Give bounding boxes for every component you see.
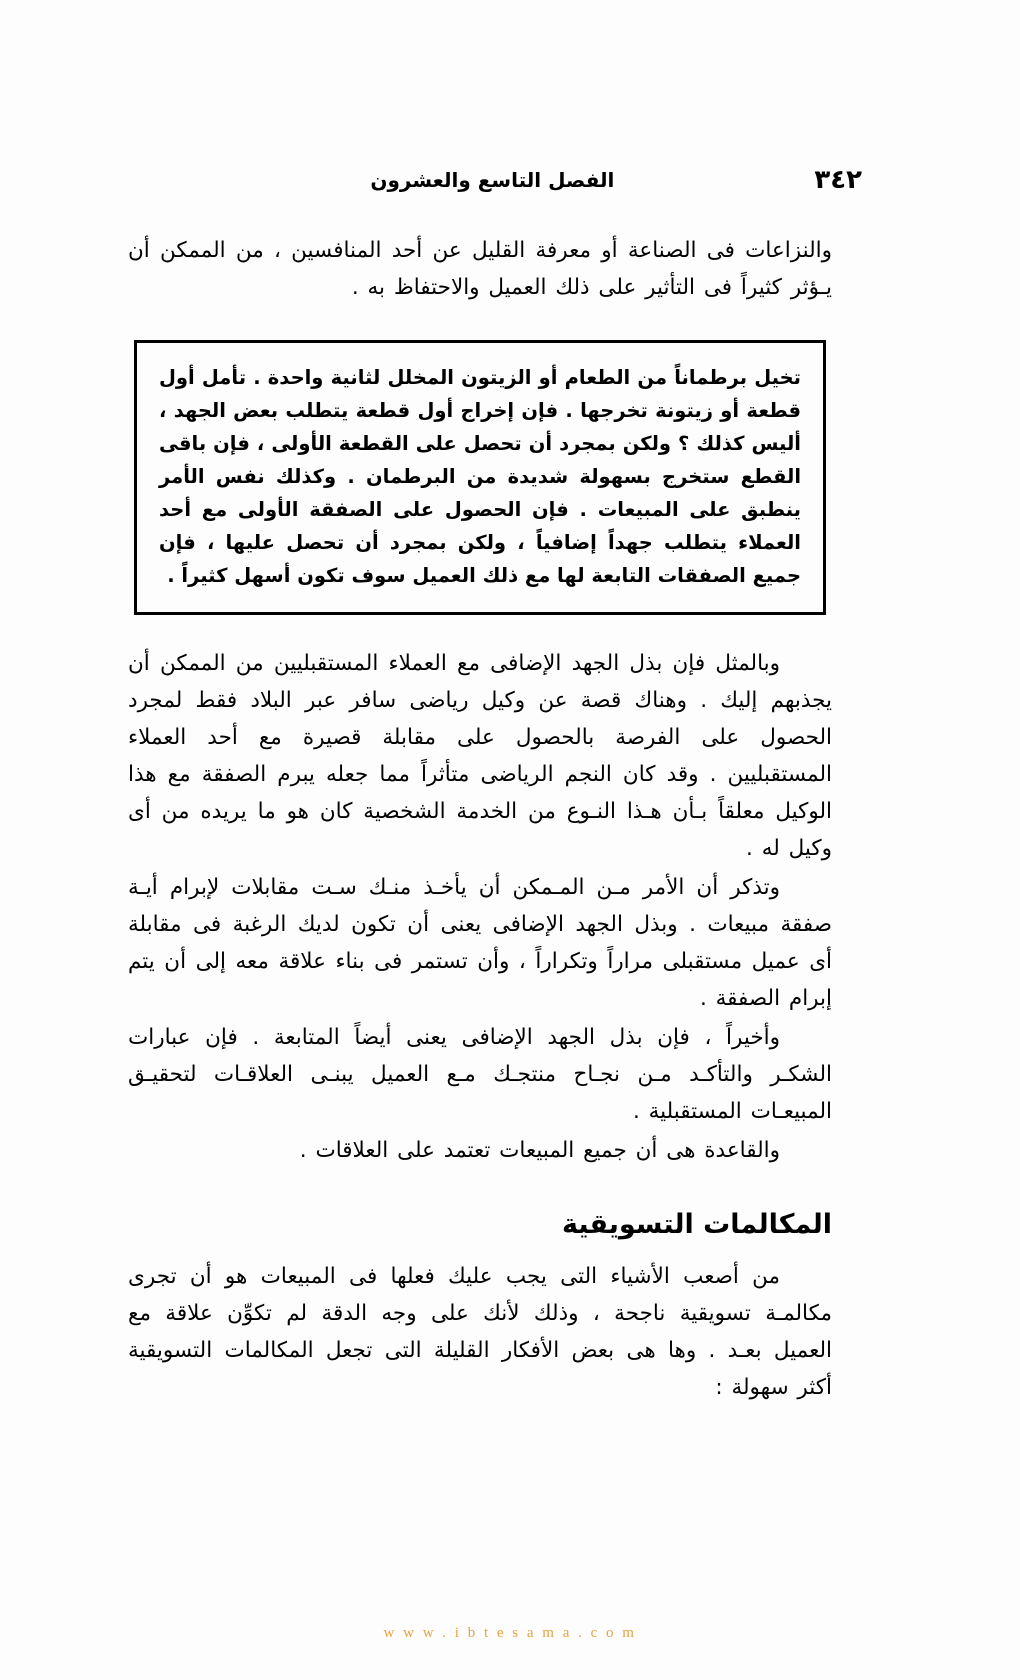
site-watermark: w w w . i b t e s a m a . c o m	[383, 1625, 637, 1641]
paragraph-3: وتذكر أن الأمر مـن المـمكن أن يأخـذ منـك سـت مقابلات لإبرام أيـة صفقة مبيعات . وبذل الجهد الإضافى يعنى أن تكون لديك الرغبة فى مقابلة أى عميل مستقبلى مراراً وتكراراً ، وأن تستمر فى بناء علاقة معه إلى أن يتم إبرام الصفقة .	[128, 875, 832, 1011]
section-paragraph-1: من أصعب الأشياء التى يجب عليك فعلها فى المبيعات هو أن تجرى مكالمـة تسويقية ناجحة ، وذلك لأنك على وجه الدقة لم تكوِّن علاقة مع العميل بعـد . وها هى بعض الأفكار القليلة التى تجعل المكالمات التسويقية أكثر سهولة :	[128, 1264, 832, 1400]
page-body	[128, 232, 832, 1408]
paragraph-1: والنزاعات فى الصناعة أو معرفة القليل عن أحد المنافسين ، من الممكن أن يـؤثر كثيراً فى التأثير على ذلك العميل والاحتفاظ به .	[128, 238, 832, 300]
chapter-title: الفصل التاسع والعشرون	[370, 168, 615, 192]
running-header	[130, 160, 890, 200]
page-number: ٣٤٢	[814, 165, 862, 195]
callout-box	[134, 340, 826, 615]
paragraph-2: وبالمثل فإن بذل الجهد الإضافى مع العملاء المستقبليين من الممكن أن يجذبهم إليك . وهناك قصة عن وكيل رياضى سافر عبر البلاد فقط لمجرد الحصول على الفرصة بالحصول على مقابلة قصيرة مع أحد العملاء المستقبليين . وقد كان النجم الرياضى متأثراً مما جعله يبرم الصفقة مع هذا الوكيل معلقاً بـأن هـذا النـوع من الخدمة الشخصية كان هو ما يريده من أى وكيل له .	[128, 651, 832, 861]
section-heading: المكالمات التسويقية	[561, 1209, 832, 1240]
callout-text: تخيل برطماناً من الطعام أو الزيتون المخلل لثانية واحدة . تأمل أول قطعة أو زيتونة تخرجها . فإن إخراج أول قطعة يتطلب بعض الجهد ، أليس كذلك ؟ ولكن بمجرد أن تحصل على القطعة الأولى ، فإن باقى القطع ستخرج بسهولة شديدة من البرطمان . وكذلك نفس الأمر ينطبق على المبيعات . فإن الحصول على الصفقة الأولى مع أحد العملاء يتطلب جهداً إضافياً ، ولكن بمجرد أن تحصل عليها ، فإن جميع الصفقات التابعة لها مع ذلك العميل سوف تكون أسهل كثيراً .	[159, 366, 801, 587]
paragraph-5: والقاعدة هى أن جميع المبيعات تعتمد على العلاقات .	[299, 1138, 780, 1163]
paragraph-4: وأخيراً ، فإن بذل الجهد الإضافى يعنى أيضاً المتابعة . فإن عبارات الشكـر والتأكـد مـن نجـاح منتجـك مـع العميل يبنـى العلاقـات لتحقيـق المبيعـات المستقبلية .	[128, 1025, 832, 1124]
